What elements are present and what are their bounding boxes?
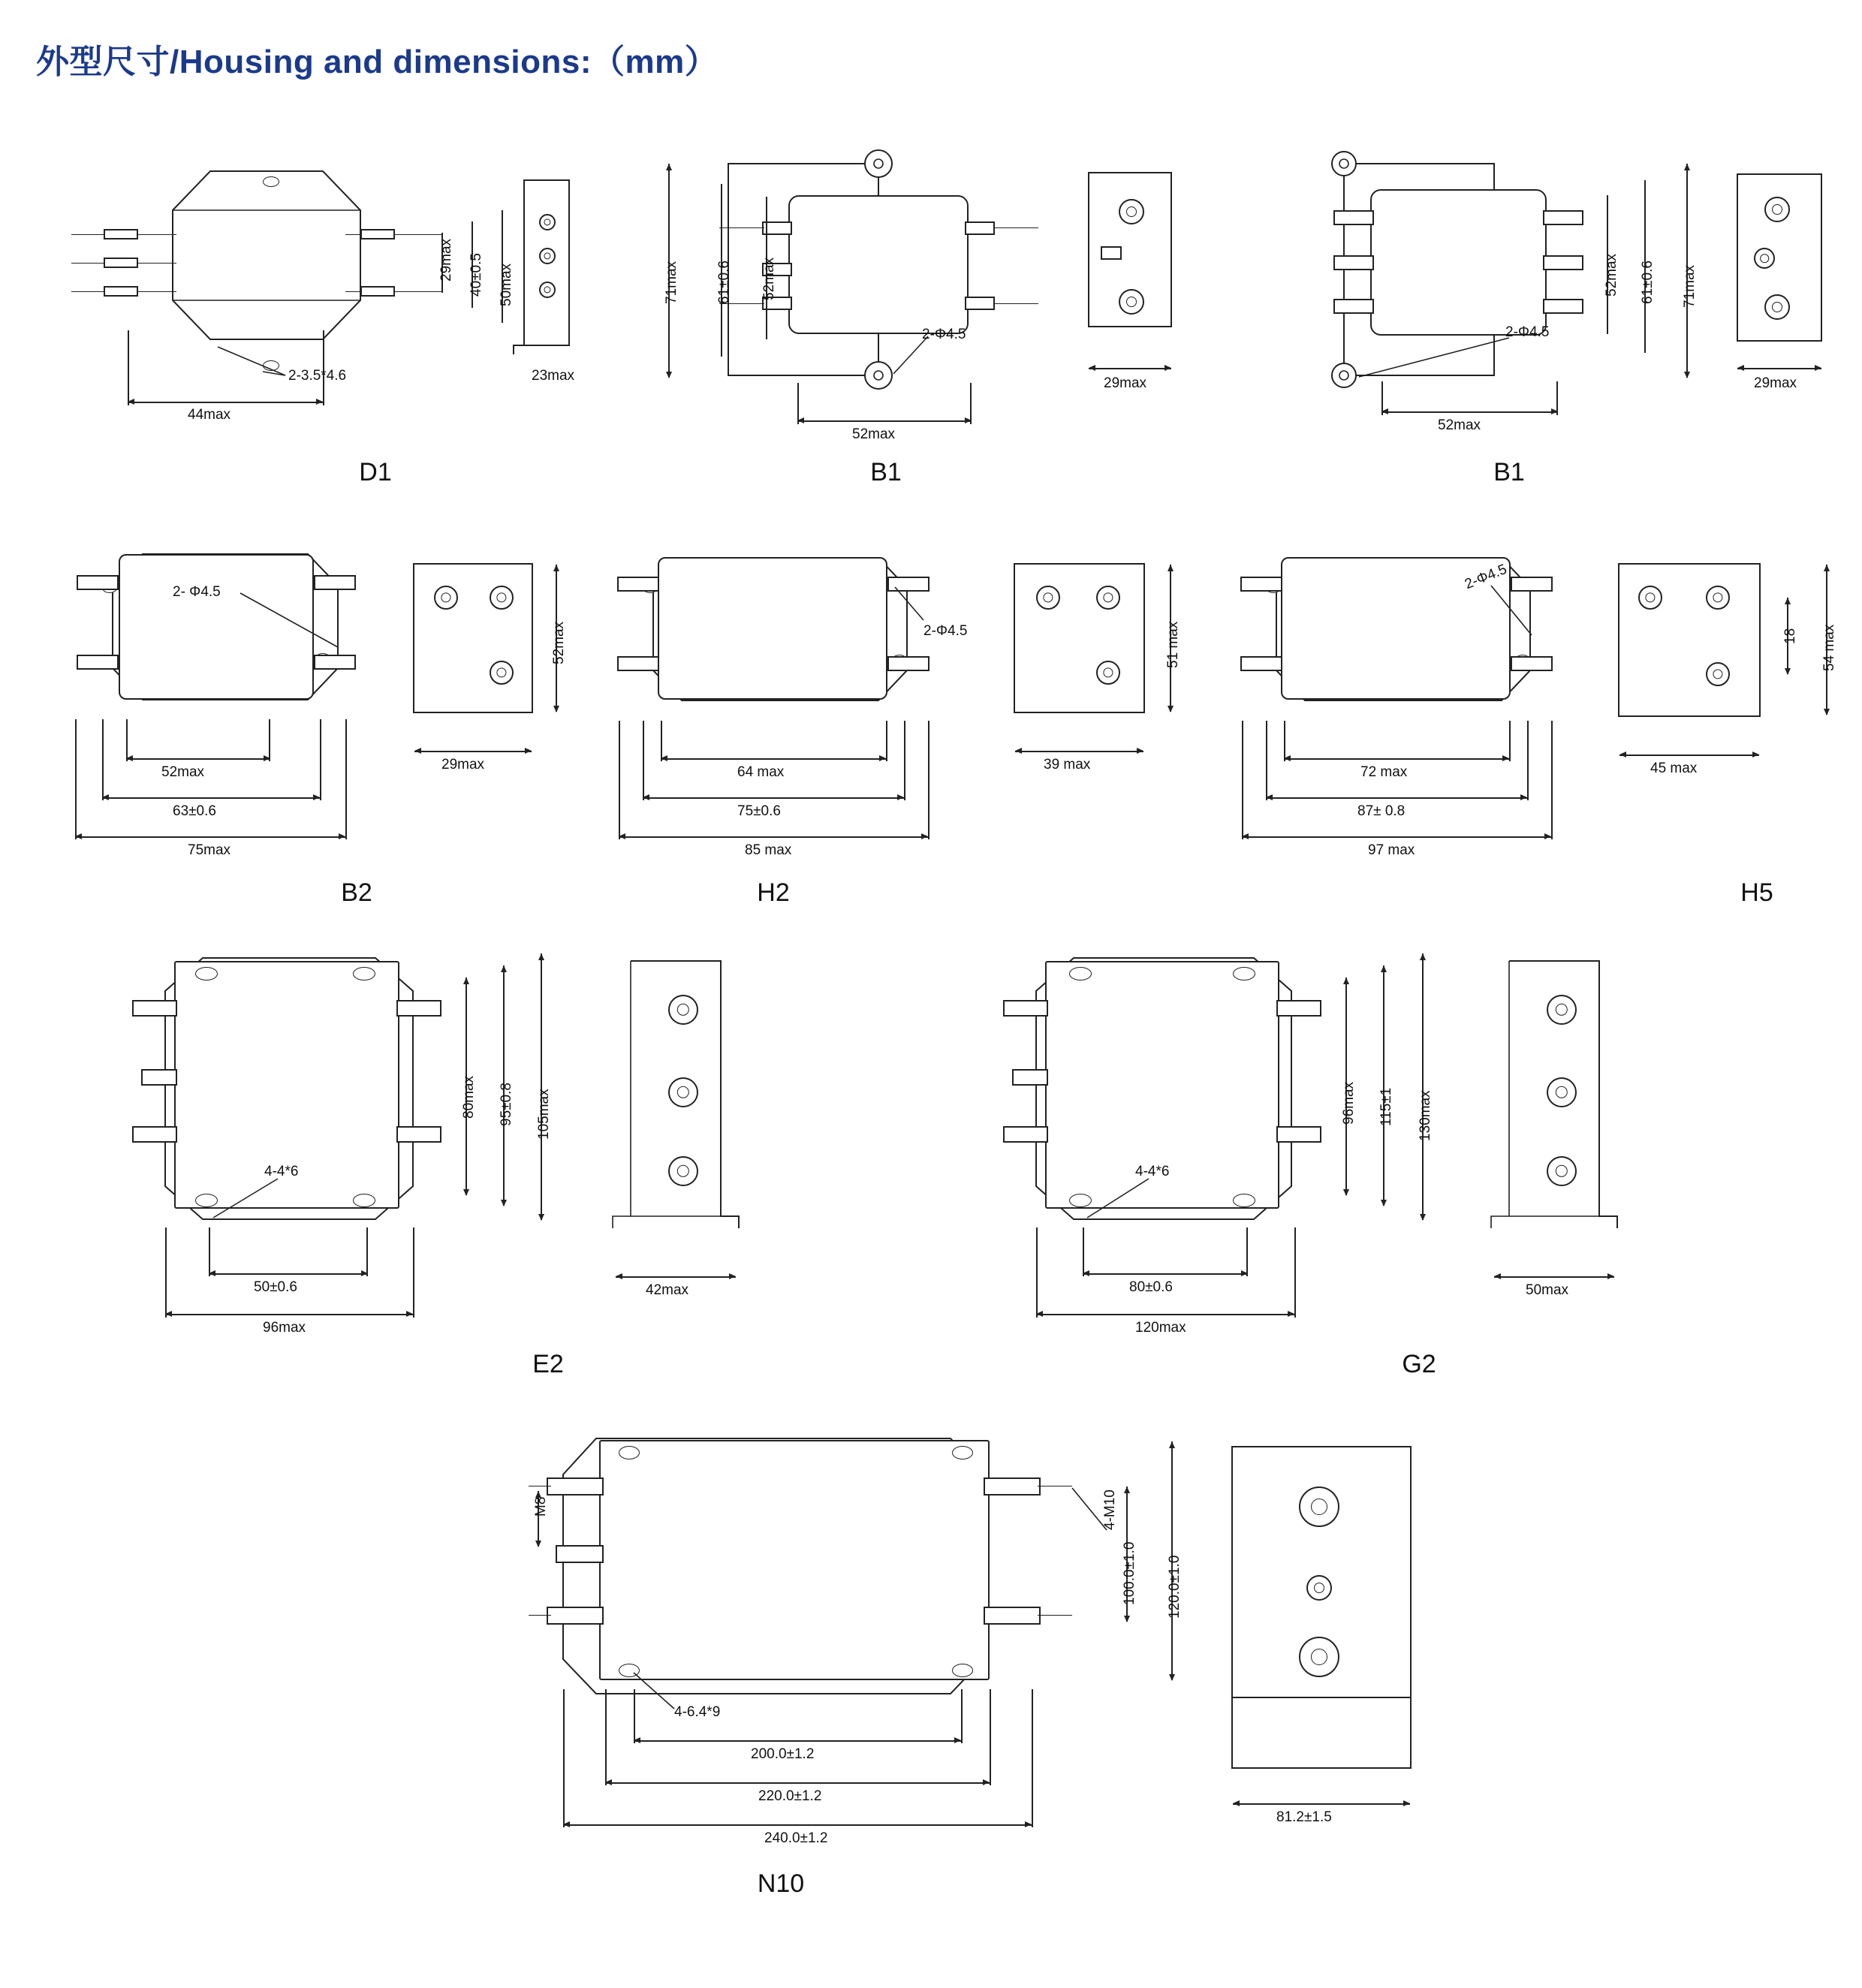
b1b-caption: B1 — [1493, 458, 1525, 486]
n10-hole-leader — [629, 1667, 787, 1734]
d1-dim-29: 29max — [438, 238, 454, 282]
b2-dimline-63 — [102, 797, 320, 799]
n10-side-screw-1 — [1299, 1486, 1339, 1527]
figure-b1-b — [1239, 143, 1839, 503]
d1-side-screw-3 — [539, 282, 556, 298]
b1b-arrow-side-right — [1815, 365, 1821, 371]
g2-arrow-130-bottom — [1420, 1214, 1426, 1221]
h2-ext-64-left — [661, 721, 662, 761]
b2-terminal-left-1 — [77, 575, 119, 590]
b2-arrow-52v-top — [553, 565, 559, 571]
e2-dimline-105 — [541, 953, 542, 1220]
e2-side-screw-1 — [668, 995, 698, 1025]
b2-dimline-75 — [75, 836, 345, 838]
h5-ext-97-right — [1551, 721, 1553, 839]
b1b-dim-52h: 52max — [1438, 417, 1481, 433]
h5-dim-72: 72 max — [1360, 764, 1408, 780]
h5-ext-87-right — [1527, 721, 1529, 800]
figure-d1 — [30, 143, 601, 503]
n10-arrow-side-right — [1403, 1800, 1410, 1806]
h2-ext-85-right — [928, 721, 929, 839]
g2-dim-side: 50max — [1526, 1282, 1569, 1298]
g2-terminal-right-2 — [1276, 1126, 1321, 1143]
b2-ext-63-right — [320, 719, 321, 800]
n10-dim-120: 120.0±1.0 — [1167, 1555, 1183, 1619]
b1b-dim-61: 61±0.6 — [1640, 261, 1656, 304]
h5-dim-45: 45 max — [1650, 761, 1698, 776]
g2-terminal-right-1 — [1276, 1000, 1321, 1017]
n10-dim-220: 220.0±1.2 — [758, 1788, 822, 1804]
h5-arrow-45-right — [1752, 752, 1759, 758]
b2-dim-63: 63±0.6 — [173, 803, 216, 819]
b1a-arrow-side-right — [1165, 365, 1171, 371]
h2-arrow-39-right — [1137, 748, 1143, 754]
b1b-dim-side: 29max — [1754, 375, 1797, 391]
h2-arrow-75-right — [897, 794, 904, 800]
h2-arrow-64-right — [879, 755, 886, 761]
b1b-side-screw-1 — [1764, 197, 1790, 222]
b1a-side-screw-2 — [1119, 289, 1144, 315]
g2-arrow-120-right — [1288, 1311, 1294, 1317]
h2-dim-51: 51 max — [1165, 621, 1181, 668]
g2-arrow-96-top — [1343, 977, 1349, 984]
h5-ext-87-left — [1266, 721, 1267, 800]
b1b-arrow-71-top — [1684, 164, 1690, 170]
b1a-dimline-side — [1089, 368, 1171, 369]
h2-side-screw-3 — [1096, 661, 1120, 685]
h2-arrow-39-left — [1015, 748, 1022, 754]
b1b-dim-hole: 2-Φ4.5 — [1505, 324, 1550, 340]
h2-ext-75-left — [643, 721, 644, 800]
b2-dim-52v: 52max — [551, 621, 567, 664]
b2-dimline-52 — [126, 758, 270, 760]
d1-side-screw-1 — [539, 214, 556, 230]
h5-side-screw-2 — [1706, 586, 1730, 610]
n10-arrow-100-top — [1124, 1486, 1130, 1493]
h2-dimline-39 — [1015, 751, 1143, 752]
e2-terminal-left-1 — [132, 1000, 177, 1017]
g2-side-screw-2 — [1547, 1077, 1577, 1107]
g2-dim-120: 120max — [1135, 1320, 1186, 1336]
h5-dimline-72 — [1284, 758, 1509, 760]
e2-arrow-side-right — [729, 1273, 736, 1279]
b1a-ext-52h-right — [970, 383, 972, 424]
h5-side-screw-1 — [1638, 586, 1662, 610]
h5-arrow-87-right — [1520, 794, 1527, 800]
g2-caption: G2 — [1402, 1350, 1436, 1378]
g2-side-screw-1 — [1547, 995, 1577, 1025]
e2-dim-hole: 4-4*6 — [264, 1164, 299, 1179]
n10-ext-220-left — [605, 1689, 607, 1785]
g2-mount-hole-tl — [1069, 967, 1092, 980]
e2-arrow-95-bottom — [501, 1200, 507, 1206]
figure-n10 — [466, 1419, 1442, 1959]
b1b-dim-71: 71max — [1682, 264, 1698, 308]
e2-mount-hole-tr — [353, 967, 375, 980]
g2-ext-80-left — [1083, 1227, 1084, 1276]
d1-side-screw-2 — [539, 248, 556, 264]
e2-caption: E2 — [532, 1350, 564, 1378]
figure-b1-a — [623, 143, 1216, 503]
e2-dim-96: 96max — [263, 1320, 306, 1336]
n10-dim-hole: 4-6.4*9 — [674, 1704, 721, 1720]
n10-mount-hole-br — [952, 1664, 973, 1677]
h2-arrow-85-right — [921, 833, 928, 839]
b1b-side-screw-3 — [1764, 294, 1790, 320]
g2-side-screw-3 — [1547, 1156, 1577, 1186]
h5-side-view — [1618, 563, 1761, 717]
h5-arrow-18-bottom — [1785, 668, 1791, 675]
n10-terminal-right-1 — [984, 1477, 1041, 1496]
b1a-lead-left-1 — [719, 227, 764, 228]
b2-dim-75: 75max — [188, 842, 231, 858]
b1b-arrow-71-bottom — [1684, 372, 1690, 378]
e2-dimline-side — [616, 1276, 736, 1278]
n10-dimline-240 — [563, 1824, 1032, 1826]
b1a-arrow-side-left — [1089, 365, 1095, 371]
d1-side-view — [511, 180, 608, 353]
d1-dim-mounting-hole: 2-3.5*4.6 — [288, 368, 347, 384]
h5-terminal-left-1 — [1240, 577, 1282, 592]
g2-dim-130: 130max — [1418, 1090, 1433, 1141]
n10-dim-200: 200.0±1.2 — [751, 1746, 815, 1762]
g2-dimline-120 — [1036, 1314, 1294, 1315]
h2-dim-85: 85 max — [745, 842, 792, 858]
e2-dim-80: 80max — [461, 1075, 477, 1119]
h2-ext-85-left — [619, 721, 620, 839]
b1a-dim-52h: 52max — [852, 426, 896, 442]
n10-mount-hole-tr — [952, 1446, 973, 1459]
e2-terminal-left-2 — [141, 1069, 177, 1086]
n10-arrow-220-right — [983, 1779, 990, 1785]
g2-dimline-130 — [1422, 953, 1424, 1220]
e2-side-screw-2 — [668, 1077, 698, 1107]
n10-terminal-left-1 — [547, 1477, 604, 1496]
e2-side-screw-3 — [668, 1156, 698, 1186]
b1b-dim-52v: 52max — [1604, 253, 1619, 297]
b2-arrow-side-left — [414, 748, 421, 754]
b1a-body — [788, 195, 969, 334]
figure-e2 — [90, 938, 841, 1389]
b1b-terminal-right-3 — [1543, 299, 1583, 314]
b2-ext-52-right — [269, 719, 270, 761]
e2-arrow-95-top — [501, 965, 507, 972]
h2-arrow-51-top — [1168, 565, 1174, 571]
b2-caption: B2 — [341, 878, 372, 907]
n10-dim-side: 81.2±1.5 — [1276, 1809, 1332, 1825]
n10-dim-m8: M8 — [533, 1496, 549, 1517]
h5-dim-hole: 2-Φ4.5 — [1463, 561, 1510, 593]
n10-dim-m10: 4-M10 — [1102, 1489, 1118, 1530]
h5-arrow-54-bottom — [1824, 709, 1830, 715]
g2-dim-115: 115±1 — [1378, 1087, 1394, 1126]
g2-ext-80-right — [1246, 1227, 1248, 1276]
d1-dim-40: 40±0.5 — [469, 253, 484, 297]
page-title — [36, 35, 718, 83]
h5-terminal-right-2 — [1511, 656, 1553, 671]
b2-arrow-75-right — [339, 833, 345, 839]
d1-dim-50: 50max — [499, 263, 514, 306]
e2-arrow-105-top — [538, 953, 544, 960]
e2-hole-leader — [233, 1171, 383, 1239]
e2-dim-side: 42max — [646, 1282, 689, 1298]
e2-terminal-left-3 — [132, 1126, 177, 1143]
h2-dim-64: 64 max — [737, 764, 785, 780]
h2-dimline-75 — [643, 797, 904, 799]
b1a-side-mark — [1101, 246, 1122, 260]
b1b-side-screw-2 — [1754, 248, 1775, 269]
h2-arrow-51-bottom — [1168, 706, 1174, 712]
d1-lead-sleeve-l2 — [104, 258, 138, 268]
h2-side-screw-2 — [1096, 586, 1120, 610]
b2-dim-hole: 2- Φ4.5 — [173, 584, 221, 600]
b1a-dim-hole: 2-Φ4.5 — [922, 327, 966, 342]
b2-dim-side: 29max — [441, 757, 485, 773]
g2-hole-leader — [1104, 1171, 1254, 1239]
n10-caption: N10 — [757, 1869, 805, 1898]
d1-dim-side: 23max — [532, 368, 575, 384]
b1b-terminal-right-1 — [1543, 210, 1583, 225]
n10-arrow-120-bottom — [1169, 1674, 1175, 1681]
n10-arrow-100-bottom — [1124, 1616, 1130, 1622]
h2-dimline-64 — [661, 758, 886, 760]
h2-side-screw-1 — [1036, 586, 1060, 610]
page-title-cn: 外型尺寸 — [36, 44, 170, 80]
e2-dimline-50 — [209, 1273, 368, 1275]
h2-hole-leader — [841, 584, 991, 659]
b2-arrow-63-right — [313, 794, 320, 800]
n10-terminal-left-2 — [556, 1545, 604, 1563]
h5-arrow-18-top — [1785, 598, 1791, 604]
h2-terminal-left-1 — [617, 577, 659, 592]
d1-lead-sleeve-l1 — [104, 229, 138, 239]
d1-lead-sleeve-r1 — [360, 229, 395, 239]
h5-dimline-97 — [1242, 836, 1551, 838]
h5-dim-18: 18 — [1782, 628, 1798, 644]
h5-ext-72-right — [1509, 721, 1511, 761]
n10-stud-left-3 — [529, 1615, 551, 1616]
figure-b2 — [30, 533, 601, 908]
n10-terminal-right-2 — [984, 1607, 1041, 1625]
b1a-lead-right-1 — [993, 227, 1038, 228]
e2-dim-105: 105max — [536, 1089, 552, 1140]
n10-body-inner — [599, 1440, 990, 1680]
b1a-ext-52h-left — [797, 383, 799, 424]
e2-mount-hole-tl — [195, 967, 218, 980]
b1b-arrow-side-left — [1737, 365, 1744, 371]
h5-arrow-54-top — [1824, 565, 1830, 571]
b2-side-view — [413, 563, 533, 713]
n10-ext-220-right — [990, 1689, 991, 1785]
h2-terminal-left-2 — [617, 656, 659, 671]
h5-ext-97-left — [1242, 721, 1243, 839]
b1a-terminal-right-2 — [965, 297, 995, 310]
b2-side-screw-3 — [490, 661, 514, 685]
e2-ext-50-right — [366, 1227, 368, 1276]
h5-dimline-45 — [1619, 755, 1759, 756]
h5-terminal-left-2 — [1240, 656, 1282, 671]
b2-ext-75-left — [75, 719, 77, 839]
b2-side-screw-1 — [434, 586, 458, 610]
g2-arrow-115-top — [1381, 965, 1387, 972]
g2-mount-hole-bl — [1069, 1194, 1092, 1207]
h5-dimline-87 — [1266, 797, 1527, 799]
b1b-terminal-left-1 — [1333, 210, 1374, 225]
n10-dim-100: 100.0±1.0 — [1122, 1541, 1137, 1605]
e2-arrow-105-bottom — [538, 1214, 544, 1221]
h5-arrow-97-right — [1544, 833, 1551, 839]
b1a-caption: B1 — [870, 458, 902, 486]
n10-side-screw-2 — [1306, 1575, 1332, 1601]
g2-dim-hole: 4-4*6 — [1135, 1164, 1170, 1179]
b1a-terminal-right-1 — [965, 221, 995, 235]
b2-arrow-52v-bottom — [553, 706, 559, 712]
b1b-ext-52h-left — [1381, 381, 1383, 415]
b2-dimline-side — [414, 751, 532, 752]
d1-mount-hole-top — [263, 176, 279, 187]
d1-ext-44-left — [128, 330, 129, 405]
h2-dim-hole: 2-Φ4.5 — [923, 623, 968, 639]
figure-h2 — [593, 533, 1216, 908]
g2-arrow-96-bottom — [1343, 1189, 1349, 1196]
n10-arrow-m8-bottom — [535, 1541, 541, 1547]
b1a-dim-52v: 52max — [761, 257, 777, 300]
h5-dim-87: 87± 0.8 — [1357, 803, 1406, 819]
e2-dimline-96 — [165, 1314, 413, 1315]
n10-dimline-200 — [634, 1740, 961, 1742]
b2-hole-leader — [218, 586, 383, 661]
h2-ext-75-right — [904, 721, 905, 800]
g2-dimline-80 — [1083, 1273, 1248, 1275]
n10-ext-200-right — [961, 1689, 963, 1743]
g2-dim-80: 80±0.6 — [1129, 1279, 1173, 1295]
b1b-dimline-52h — [1381, 411, 1558, 413]
n10-arrow-240-right — [1025, 1821, 1032, 1827]
n10-terminal-left-3 — [547, 1607, 604, 1625]
b1a-dim-71: 71max — [664, 261, 679, 304]
n10-arrow-200-right — [954, 1737, 961, 1743]
g2-terminal-left-1 — [1003, 1000, 1048, 1017]
b1b-body — [1370, 189, 1547, 336]
b2-side-screw-2 — [490, 586, 514, 610]
e2-ext-96-right — [413, 1227, 414, 1318]
e2-terminal-right-1 — [396, 1000, 441, 1017]
b1a-dim-side: 29max — [1104, 375, 1147, 391]
h5-arrow-72-right — [1502, 755, 1509, 761]
n10-stud-right-2 — [1038, 1615, 1072, 1616]
b2-ext-75-right — [345, 719, 347, 839]
b1b-terminal-left-3 — [1333, 299, 1374, 314]
e2-arrow-80-bottom — [463, 1189, 469, 1196]
b1a-arrow-71-bottom — [666, 372, 672, 378]
n10-side-split — [1233, 1697, 1410, 1698]
h2-dim-39: 39 max — [1044, 757, 1091, 773]
b2-ext-63-left — [102, 719, 104, 800]
d1-lead-sleeve-l3 — [104, 286, 138, 297]
e2-ext-50-left — [209, 1227, 210, 1276]
h5-caption: H5 — [1740, 878, 1773, 907]
n10-ext-240-right — [1032, 1689, 1033, 1827]
g2-ext-120-left — [1036, 1227, 1038, 1318]
g2-mount-hole-tr — [1233, 967, 1255, 980]
d1-caption: D1 — [359, 458, 392, 486]
page-title-en: Housing and dimensions:（mm） — [179, 44, 719, 80]
b1a-dimline-52h — [797, 420, 972, 422]
n10-dimline-side — [1233, 1803, 1410, 1805]
b1a-arrow-71-top — [666, 164, 672, 170]
n10-ext-240-left — [563, 1689, 565, 1827]
n10-ext-200-left — [634, 1689, 635, 1743]
g2-terminal-left-3 — [1003, 1126, 1048, 1143]
h2-dimline-85 — [619, 836, 928, 838]
e2-arrow-side-left — [616, 1273, 622, 1279]
g2-arrow-130-top — [1420, 953, 1426, 960]
h2-ext-64-right — [886, 721, 887, 761]
n10-arrow-side-left — [1233, 1800, 1240, 1806]
h2-side-view — [1014, 563, 1145, 713]
page-title-separator: / — [170, 44, 179, 80]
g2-arrow-side-left — [1494, 1273, 1501, 1279]
b2-terminal-left-2 — [77, 655, 119, 670]
g2-terminal-left-2 — [1012, 1069, 1048, 1086]
g2-dim-96: 96max — [1341, 1081, 1357, 1125]
figure-g2 — [961, 938, 1757, 1389]
b1b-terminal-right-2 — [1543, 255, 1583, 270]
h5-ext-72-left — [1284, 721, 1285, 761]
g2-dimline-side — [1494, 1276, 1614, 1278]
n10-dim-240: 240.0±1.2 — [764, 1830, 828, 1846]
d1-dim-44: 44max — [188, 407, 231, 423]
n10-side-screw-3 — [1299, 1637, 1339, 1677]
e2-terminal-right-2 — [396, 1126, 441, 1143]
d1-lead-sleeve-r2 — [360, 286, 395, 297]
e2-mount-hole-bl — [195, 1194, 218, 1207]
e2-arrow-80-top — [463, 977, 469, 984]
g2-arrow-side-right — [1607, 1273, 1614, 1279]
b1b-terminal-left-2 — [1333, 255, 1374, 270]
e2-ext-96-left — [165, 1227, 167, 1318]
h5-dim-54: 54 max — [1821, 624, 1837, 671]
e2-dim-95: 95±0.8 — [499, 1083, 514, 1126]
b1a-dim-61: 61±0.6 — [716, 261, 732, 304]
b2-ext-52-left — [126, 719, 128, 761]
e2-arrow-96-right — [406, 1311, 413, 1317]
h5-dim-97: 97 max — [1368, 842, 1415, 858]
g2-dimline-115 — [1383, 965, 1384, 1206]
b1a-side-screw-1 — [1119, 199, 1144, 224]
h5-side-screw-3 — [1706, 662, 1730, 686]
n10-mount-hole-tl — [619, 1446, 640, 1459]
e2-dim-50: 50±0.6 — [254, 1279, 297, 1295]
b1b-dimline-side — [1737, 368, 1821, 369]
b2-arrow-side-right — [525, 748, 532, 754]
figure-h5 — [1216, 533, 1839, 908]
h2-dim-75: 75±0.6 — [737, 803, 781, 819]
n10-dimline-220 — [605, 1782, 990, 1784]
n10-m10-leader — [1051, 1471, 1186, 1554]
g2-arrow-115-bottom — [1381, 1200, 1387, 1206]
n10-arrow-120-top — [1169, 1441, 1175, 1448]
h2-caption: H2 — [757, 878, 790, 907]
b1a-lead-right-2 — [993, 303, 1038, 304]
h5-arrow-45-left — [1619, 752, 1626, 758]
d1-hole-callout-leader — [173, 353, 368, 420]
g2-ext-120-right — [1294, 1227, 1296, 1318]
b2-dim-52h: 52max — [161, 764, 205, 780]
